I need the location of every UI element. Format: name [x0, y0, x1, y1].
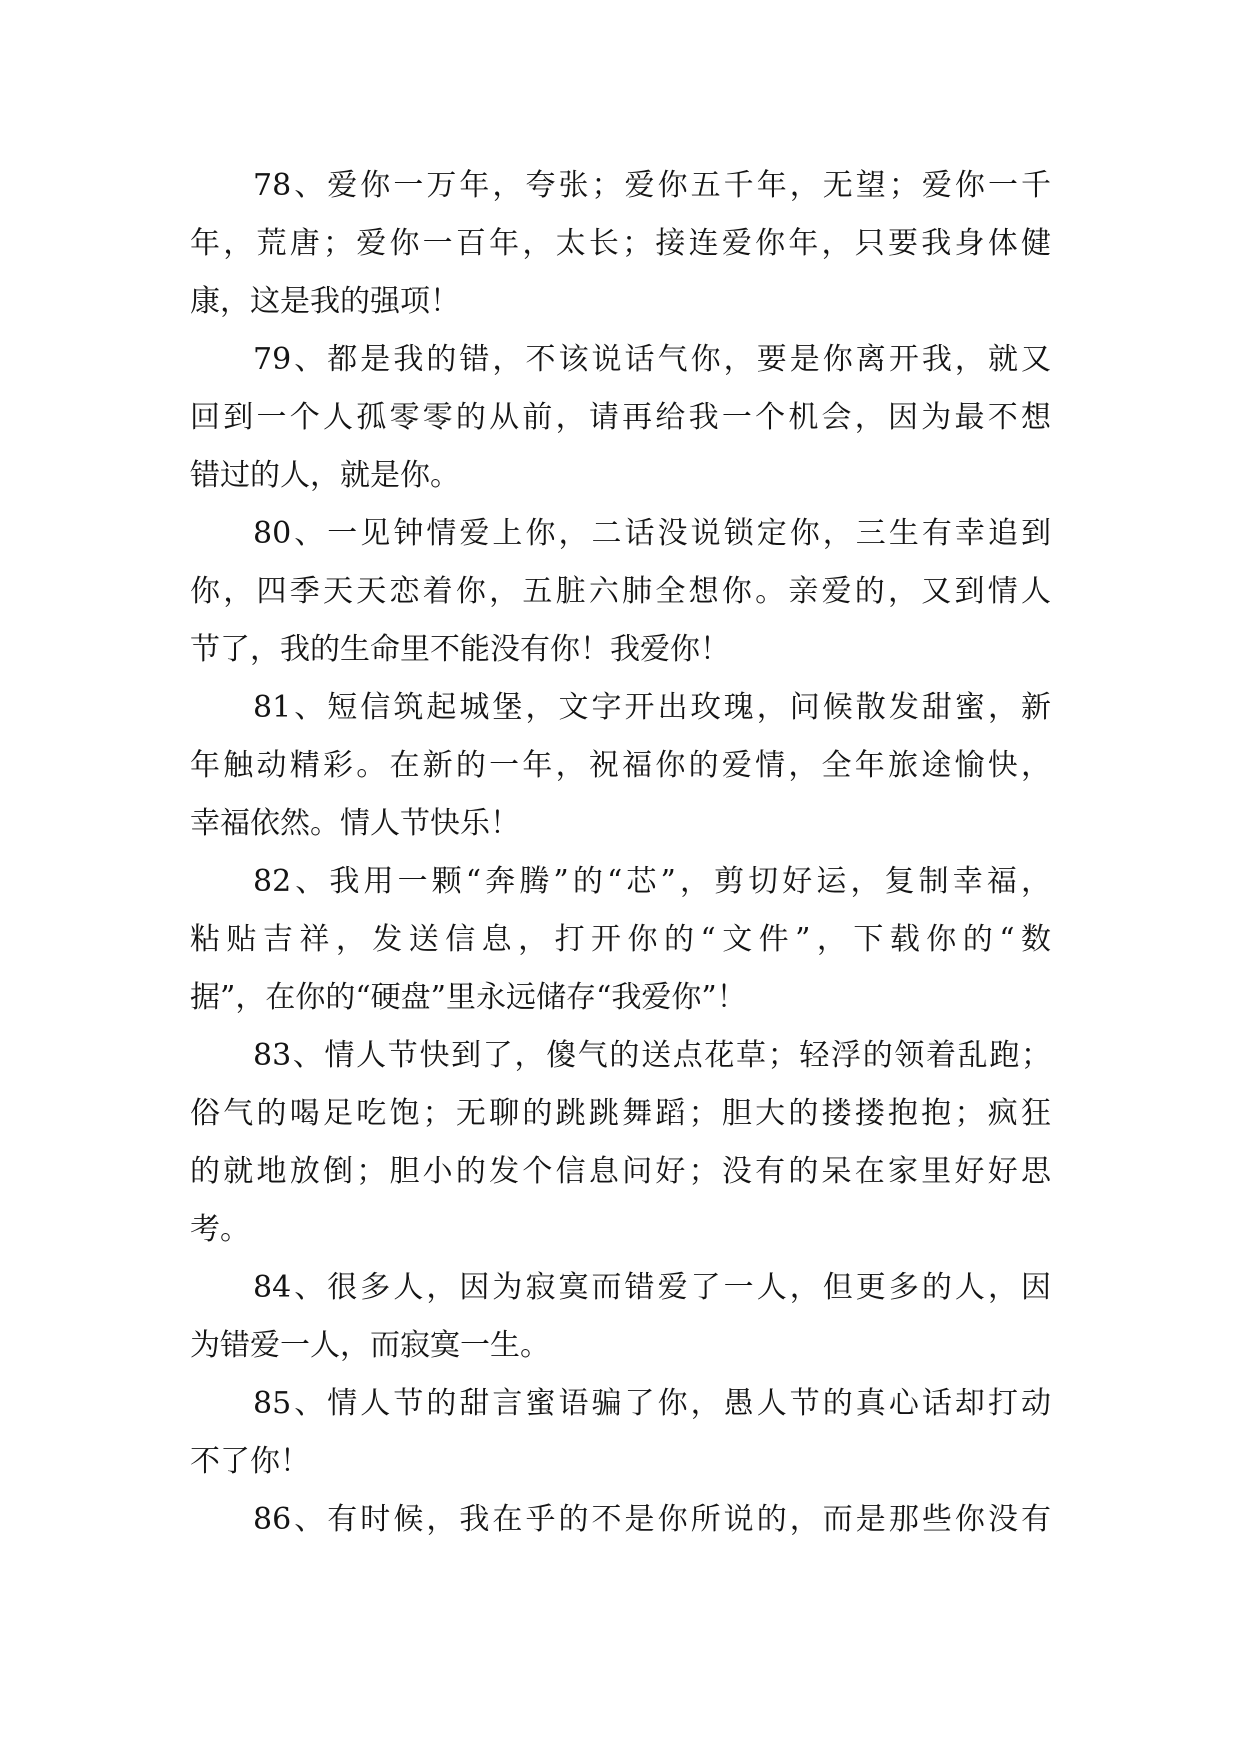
text-line: 回到一个人孤零零的从前，请再给我一个机会，因为最不想 [190, 400, 1051, 435]
text-line: 错过的人，就是你。 [190, 458, 460, 493]
paragraph-85 [190, 1375, 1051, 1491]
text-line: 你，四季天天恋着你，五脏六肺全想你。亲爱的，又到情人 [190, 574, 1051, 609]
text-line: 81、短信筑起城堡，文字开出玫瑰，问候散发甜蜜，新 [253, 690, 1051, 725]
text-line: 78、爱你一万年，夸张；爱你五千年，无望；爱你一千 [253, 168, 1051, 203]
text-line: 粘贴吉祥，发送信息，打开你的“文件”，下载你的“数 [190, 922, 1051, 957]
paragraph-80 [190, 505, 1051, 679]
text-line: 79、都是我的错，不该说话气你，要是你离开我，就又 [253, 342, 1051, 377]
text-line: 俗气的喝足吃饱；无聊的跳跳舞蹈；胆大的搂搂抱抱；疯狂 [190, 1096, 1051, 1131]
text-line: 考。 [190, 1212, 250, 1247]
text-line: 80、一见钟情爱上你，二话没说锁定你，三生有幸追到 [253, 516, 1051, 551]
paragraph-86 [190, 1491, 1051, 1549]
text-line: 节了，我的生命里不能没有你！我爱你！ [190, 632, 730, 667]
text-line: 的就地放倒；胆小的发个信息问好；没有的呆在家里好好思 [190, 1154, 1051, 1189]
text-line: 不了你！ [190, 1444, 310, 1479]
text-line: 85、情人节的甜言蜜语骗了你，愚人节的真心话却打动 [253, 1386, 1051, 1421]
text-line: 84、很多人，因为寂寞而错爱了一人，但更多的人，因 [253, 1270, 1051, 1305]
text-line: 86、有时候，我在乎的不是你所说的，而是那些你没有 [253, 1502, 1051, 1537]
text-line: 据”，在你的“硬盘”里永远储存“我爱你”！ [190, 980, 747, 1015]
text-line: 幸福依然。情人节快乐！ [190, 806, 520, 841]
paragraph-82 [190, 853, 1051, 1027]
paragraph-78 [190, 157, 1051, 331]
paragraph-84 [190, 1259, 1051, 1375]
text-line: 83、情人节快到了，傻气的送点花草；轻浮的领着乱跑； [253, 1038, 1051, 1073]
paragraph-81 [190, 679, 1051, 853]
paragraph-79 [190, 331, 1051, 505]
text-line: 年触动精彩。在新的一年，祝福你的爱情，全年旅途愉快， [190, 748, 1051, 783]
body-text [190, 157, 1051, 1549]
text-line: 82、我用一颗“奔腾”的“芯”，剪切好运，复制幸福， [253, 864, 1051, 899]
text-line: 为错爱一人，而寂寞一生。 [190, 1328, 550, 1363]
text-line: 康，这是我的强项！ [190, 284, 460, 319]
text-line: 年，荒唐；爱你一百年，太长；接连爱你年，只要我身体健 [190, 226, 1051, 261]
paragraph-83 [190, 1027, 1051, 1259]
